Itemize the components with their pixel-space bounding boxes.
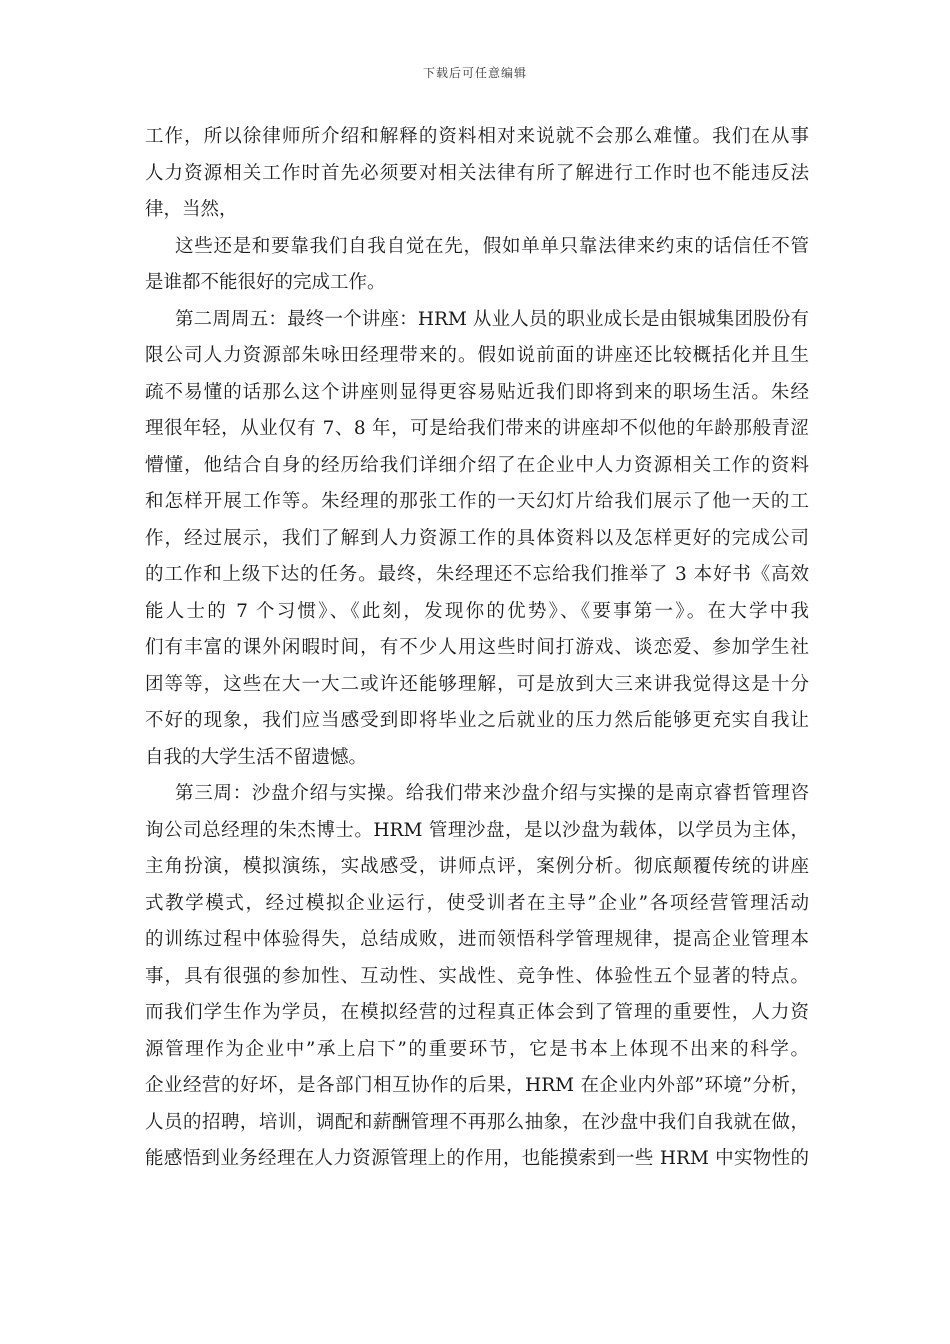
- text-line: 不好的现象，我们应当感受到即将毕业之后就业的压力然后能够更充实自我让: [145, 710, 809, 731]
- paragraph: [145, 302, 809, 777]
- text-line: 理很年轻，从业仅有 7、8 年，可是给我们带来的讲座却不似他的年龄那般青涩: [145, 418, 809, 439]
- text-line: 团等等，这些在大一大二或许还能够理解，可是放到大三来讲我觉得这是十分: [145, 673, 809, 695]
- paragraph: [145, 776, 809, 1178]
- text-line: 懵懂，他结合自身的经历给我们详细介绍了在企业中人力资源相关工作的资料: [145, 454, 809, 476]
- text-line: 自我的大学生活不留遗憾。: [145, 746, 368, 768]
- text-line: 人员的招聘，培训，调配和薪酬管理不再那么抽象，在沙盘中我们自我就在做，: [145, 1111, 809, 1133]
- text-line: 询公司总经理的朱杰博士。HRM 管理沙盘，是以沙盘为载体，以学员为主体，: [145, 819, 809, 841]
- text-line: 的训练过程中体验得失，总结成败，进而领悟科学管理规律，提高企业管理本: [145, 929, 809, 950]
- text-line: 疏不易懂的话那么这个讲座则显得更容易贴近我们即将到来的职场生活。朱经: [145, 381, 809, 403]
- text-line: 限公司人力资源部朱咏田经理带来的。假如说前面的讲座还比较概括化并且生: [145, 345, 809, 366]
- paragraph: [145, 229, 809, 302]
- text-line: 第二周周五：最终一个讲座：HRM 从业人员的职业成长是由银城集团股份有: [175, 308, 809, 330]
- text-line: 们有丰富的课外闲暇时间，有不少人用这些时间打游戏、谈恋爱、参加学生社: [145, 637, 809, 658]
- text-line: 的工作和上级下达的任务。最终，朱经理还不忘给我们推举了 3 本好书《高效: [145, 564, 809, 585]
- text-line: 主角扮演，模拟演练，实战感受，讲师点评，案例分析。彻底颠覆传统的讲座: [145, 856, 809, 877]
- text-line: 第三周：沙盘介绍与实操。给我们带来沙盘介绍与实操的是南京睿哲管理咨: [175, 783, 809, 804]
- text-line: 是谁都不能很好的完成工作。: [145, 272, 386, 293]
- paragraph: [145, 119, 809, 229]
- document-body: [145, 119, 809, 1178]
- page-header-note: 下载后可任意编辑: [422, 66, 527, 80]
- text-line: 作，经过展示，我们了解到人力资源工作的具体资料以及怎样更好的完成公司: [145, 527, 809, 549]
- text-line: 企业经营的好坏，是各部门相互协作的后果，HRM 在企业内外部”环境”分析，: [145, 1075, 809, 1096]
- text-line: 工作，所以徐律师所介绍和解释的资料相对来说就不会那么难懂。我们在从事: [145, 126, 809, 147]
- text-line: 人力资源相关工作时首先必须要对相关法律有所了解进行工作时也不能违反法: [145, 162, 809, 184]
- text-line: 这些还是和要靠我们自我自觉在先，假如单单只靠法律来约束的话信任不管: [175, 235, 809, 257]
- text-line: 能感悟到业务经理在人力资源管理上的作用，也能摸索到一些 HRM 中实物性的: [145, 1148, 809, 1169]
- text-line: 能人士的 7 个习惯》、《此刻，发现你的优势》、《要事第一》。在大学中我: [145, 600, 809, 622]
- text-line: 式教学模式，经过模拟企业运行，使受训者在主导”企业”各项经营管理活动: [145, 892, 809, 914]
- text-line: 而我们学生作为学员，在模拟经营的过程真正体会到了管理的重要性，人力资: [145, 1002, 809, 1023]
- text-line: 事，具有很强的参加性、互动性、实战性、竞争性、体验性五个显著的特点。: [145, 965, 809, 987]
- text-line: 律，当然，: [145, 199, 238, 220]
- text-line: 和怎样开展工作等。朱经理的那张工作的一天幻灯片给我们展示了他一天的工: [145, 491, 809, 512]
- text-line: 源管理作为企业中”承上启下”的重要环节，它是书本上体现不出来的科学。: [145, 1038, 809, 1060]
